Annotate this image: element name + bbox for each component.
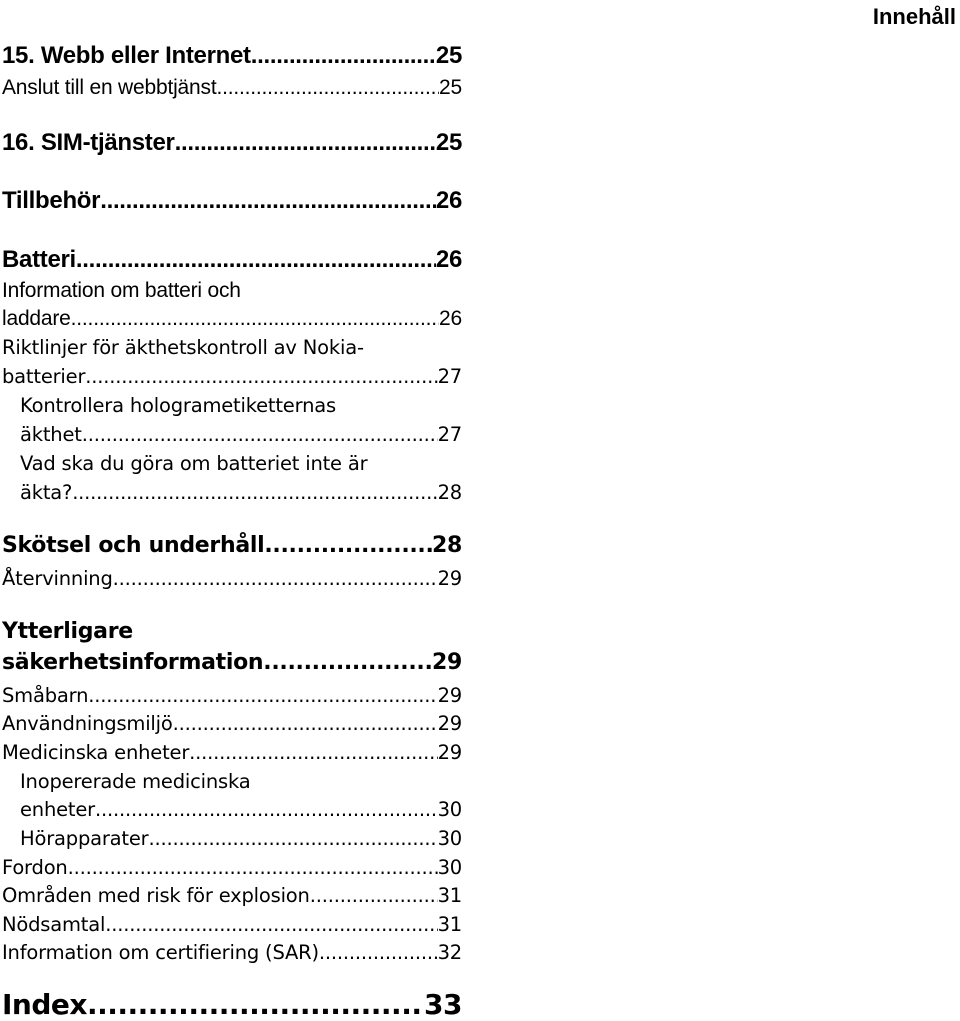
toc-entry-vad-ska[interactable]	[20, 481, 462, 504]
toc-entry-title: 16. SIM-tjänster	[2, 129, 175, 156]
toc-entry-page: 28	[431, 533, 462, 558]
toc-entry-vad-ska-line1: Vad ska du göra om batteriet inte är	[20, 452, 368, 475]
toc-entry-webb[interactable]	[2, 42, 462, 70]
toc-entry-nodsamtal[interactable]	[2, 913, 462, 936]
toc-entry-title: Nödsamtal	[2, 913, 106, 936]
toc-entry-page: 33	[424, 988, 462, 1021]
toc-entry-title: äkthet	[20, 423, 82, 446]
toc-leader-dots	[85, 365, 437, 388]
toc-entry-skotsel[interactable]	[2, 533, 462, 558]
toc-leader-dots	[76, 246, 436, 274]
toc-entry-tillbehor[interactable]	[2, 187, 462, 215]
toc-leader-dots	[113, 567, 438, 590]
toc-leader-dots	[310, 884, 438, 907]
toc-entry-page: 25	[439, 76, 462, 99]
toc-entry-smabarn[interactable]	[2, 684, 462, 707]
toc-entry-ytterligare[interactable]	[2, 650, 462, 675]
toc-entry-page: 30	[437, 827, 462, 850]
toc-entry-index[interactable]	[2, 988, 462, 1021]
toc-leader-dots	[87, 988, 424, 1021]
toc-entry-atervinning[interactable]	[2, 567, 462, 590]
toc-entry-title: laddare	[2, 307, 71, 330]
toc-entry-title: äkta?	[20, 481, 73, 504]
toc-entry-page: 29	[437, 712, 462, 735]
toc-leader-dots	[216, 76, 439, 100]
toc-entry-page: 27	[437, 365, 462, 388]
toc-entry-title: Småbarn	[2, 684, 89, 707]
toc-entry-page: 26	[435, 187, 462, 214]
toc-leader-dots	[88, 684, 437, 707]
toc-leader-dots	[175, 129, 436, 157]
toc-entry-page: 29	[431, 650, 462, 675]
toc-entry-riktlinjer[interactable]	[2, 365, 462, 388]
toc-leader-dots	[251, 42, 436, 70]
toc-leader-dots	[149, 827, 438, 850]
toc-entry-info-batteri-line1: Information om batteri och	[2, 279, 241, 302]
toc-entry-title: säkerhetsinformation	[2, 650, 264, 675]
toc-entry-page: 30	[437, 798, 462, 821]
toc-entry-page: 29	[437, 567, 462, 590]
toc-entry-title: Användningsmiljö	[2, 712, 173, 735]
toc-entry-title: enheter	[20, 798, 95, 821]
toc-leader-dots	[71, 307, 439, 331]
toc-leader-dots	[173, 712, 438, 735]
toc-entry-horapparater[interactable]	[20, 827, 462, 850]
toc-entry-inopererade[interactable]	[20, 798, 462, 821]
toc-entry-title: Tillbehör	[2, 187, 101, 214]
toc-leader-dots	[189, 741, 437, 764]
toc-entry-info-batteri[interactable]	[2, 307, 462, 331]
toc-entry-omraden[interactable]	[2, 884, 462, 907]
toc-entry-page: 26	[439, 307, 462, 330]
toc-entry-ytterligare-line1: Ytterligare	[2, 619, 133, 644]
toc-entry-title: Skötsel och underhåll	[2, 533, 265, 558]
toc-entry-page: 31	[437, 913, 462, 936]
toc-entry-inopererade-line1: Inopererade medicinska	[20, 770, 251, 793]
toc-leader-dots	[100, 187, 436, 215]
toc-entry-title: Batteri	[2, 246, 76, 273]
toc-entry-fordon[interactable]	[2, 856, 462, 879]
toc-entry-riktlinjer-line1: Riktlinjer för äkthetskontroll av Nokia-	[2, 336, 364, 359]
toc-entry-page: 27	[437, 423, 462, 446]
toc-entry-page: 29	[437, 741, 462, 764]
toc-leader-dots	[95, 798, 438, 821]
toc-entry-sim[interactable]	[2, 129, 462, 157]
page-header-title: Innehåll	[872, 4, 956, 29]
toc-entry-kontrollera[interactable]	[20, 423, 462, 446]
toc-entry-title: batterier	[2, 365, 86, 388]
toc-entry-title: Anslut till en webbtjänst	[2, 76, 217, 99]
toc-leader-dots	[82, 423, 438, 446]
toc-leader-dots	[68, 856, 438, 879]
toc-leader-dots	[319, 941, 438, 964]
toc-leader-dots	[72, 481, 437, 504]
toc-entry-anslut[interactable]	[2, 76, 462, 100]
toc-leader-dots	[264, 533, 432, 558]
toc-entry-anvandningsmiljo[interactable]	[2, 712, 462, 735]
toc-entry-page: 25	[435, 129, 462, 156]
toc-entry-certifiering[interactable]	[2, 941, 462, 964]
toc-entry-page: 30	[437, 856, 462, 879]
toc-entry-title: Områden med risk för explosion	[2, 884, 310, 907]
toc-leader-dots	[263, 650, 432, 675]
toc-entry-title: 15. Webb eller Internet	[2, 42, 251, 69]
toc-entry-page: 31	[437, 884, 462, 907]
toc-entry-page: 25	[435, 42, 462, 69]
toc-entry-title: Hörapparater	[20, 827, 149, 850]
toc-entry-page: 32	[437, 941, 462, 964]
toc-leader-dots	[105, 913, 437, 936]
toc-entry-batteri[interactable]	[2, 246, 462, 274]
toc-entry-title: Index	[2, 988, 87, 1021]
toc-entry-kontrollera-line1: Kontrollera hologrametiketternas	[20, 394, 336, 417]
toc-entry-page: 29	[437, 684, 462, 707]
toc-entry-title: Återvinning	[2, 567, 113, 590]
toc-entry-title: Information om certifiering (SAR)	[2, 941, 319, 964]
toc-entry-title: Medicinska enheter	[2, 741, 190, 764]
toc-entry-page: 26	[435, 246, 462, 273]
toc-entry-title: Fordon	[2, 856, 68, 879]
toc-entry-page: 28	[437, 481, 462, 504]
toc-entry-medicinska[interactable]	[2, 741, 462, 764]
